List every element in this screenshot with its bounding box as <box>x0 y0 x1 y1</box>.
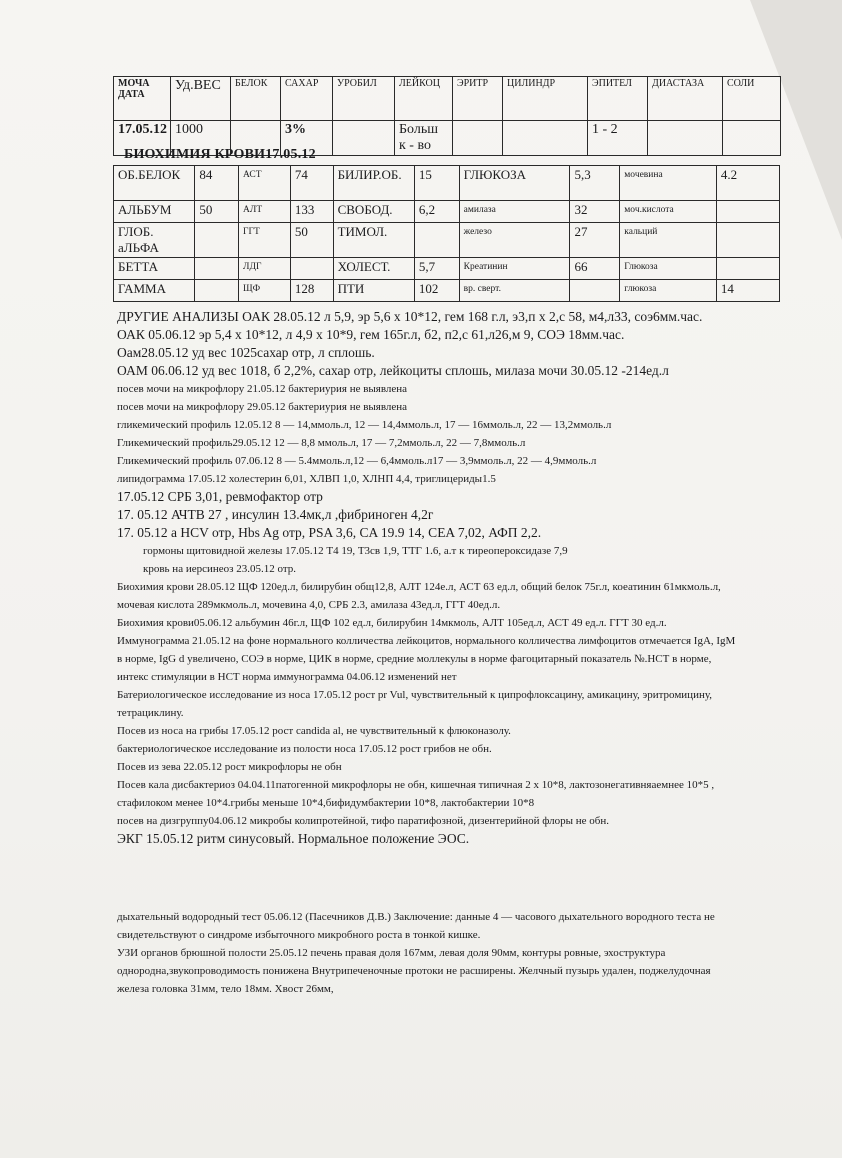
bio-cell: ГАММА <box>114 280 195 302</box>
bio-cell: 14 <box>716 280 779 302</box>
bio-cell <box>716 258 779 280</box>
text-line: посев мочи на микрофлору 29.05.12 бактериурия не выявлена <box>117 401 408 413</box>
bio-cell: кальций <box>620 223 717 258</box>
bio-cell: 50 <box>195 201 239 223</box>
urine-value <box>723 121 781 156</box>
bio-cell: АЛЬБУМ <box>114 201 195 223</box>
bio-cell: АЛТ <box>239 201 291 223</box>
bio-row <box>114 223 780 258</box>
other-tests-text <box>117 308 741 998</box>
text-line: Посев из зева 22.05.12 рост микрофлоры не обн <box>117 761 342 773</box>
text-line: Биохимия крови 28.05.12 ЩФ 120ед.л, билирубин общ12,8, АЛТ 124е.л, АСТ 63 ед.л, общий белок 75г.л, коеатинин 61мкмоль.л, мочевая кислота 289мкмоль.л, мочевина 4,0, СРБ 2.3, амилаза 43ед.л, ГГТ 40ед.л. <box>117 581 721 611</box>
bio-cell: 84 <box>195 166 239 201</box>
text-line: бактериологическое исследование из полости носа 17.05.12 рост грибов не обн. <box>117 743 492 755</box>
bio-cell: ГГТ <box>239 223 291 258</box>
text-line: посев мочи на микрофлору 21.05.12 бактериурия не выявлена <box>117 383 408 395</box>
urine-header: ЭПИТЕЛ <box>588 77 648 121</box>
text-line: ЭКГ 15.05.12 ритм синусовый. Нормальное положение ЭОС. <box>117 831 470 846</box>
bio-cell: моч.кислота <box>620 201 717 223</box>
bio-cell: ХОЛЕСТ. <box>333 258 414 280</box>
bio-cell: Глюкоза <box>620 258 717 280</box>
bio-cell: ПТИ <box>333 280 414 302</box>
text-line: ОАК 05.06.12 эр 5,4 х 10*12, л 4,9 х 10*9, гем 165г.л, б2, п2,с 61,л26,м 9, СОЭ 18мм.час. <box>117 327 625 342</box>
bio-cell <box>716 223 779 258</box>
text-line: липидограмма 17.05.12 холестерин 6,01, ХЛВП 1,0, ХЛНП 4,4, триглицериды1.5 <box>117 473 496 485</box>
urine-header: ДИАСТАЗА <box>648 77 723 121</box>
text-line: Гликемический профиль 07.06.12 8 — 5.4ммоль.л,12 — 6,4ммоль.л17 — 3,9ммоль.л, 22 — 4,9ммоль.л <box>117 455 597 467</box>
bio-cell: ГЛОБ. аЛЬФА <box>114 223 195 258</box>
urine-header: БЕЛОК <box>231 77 281 121</box>
urine-value <box>648 121 723 156</box>
bio-cell: 66 <box>570 258 620 280</box>
bio-cell: ОБ.БЕЛОК <box>114 166 195 201</box>
urine-header: САХАР <box>281 77 333 121</box>
text-line: гормоны щитовидной железы 17.05.12 Т4 19, Т3св 1,9, ТТГ 1.6, а.т к тиреопероксидазе 7,9 <box>143 545 568 557</box>
urine-value <box>503 121 588 156</box>
text-line: Биохимия крови05.06.12 альбумин 46г.л, ЩФ 102 ед.л, билирубин 14мкмоль, АЛТ 105ед.л, АСТ 49 ед.л. ГГТ 30 ед.л. <box>117 617 667 629</box>
text-line: 17. 05.12 АЧТВ 27 , инсулин 13.4мк,л ,фибриноген 4,2г <box>117 507 434 522</box>
bio-cell: 15 <box>414 166 459 201</box>
urine-header: УРОБИЛ <box>333 77 395 121</box>
text-line: ДРУГИЕ АНАЛИЗЫ ОАК 28.05.12 л 5,9, эр 5,6 х 10*12, гем 168 г.л, э3,п х 2,с 58, м4,л33, соэ6мм.час. <box>117 309 703 324</box>
bio-cell: 102 <box>414 280 459 302</box>
bio-cell: 128 <box>290 280 333 302</box>
bio-cell: 27 <box>570 223 620 258</box>
text-line: Оам28.05.12 уд вес 1025сахар отр, л сплошь. <box>117 345 375 360</box>
text-line: Посев из носа на грибы 17.05.12 рост candida al, не чувствительный к флюконазолу. <box>117 725 511 737</box>
text-line: Посев кала дисбактериоз 04.04.11патогенной микрофлоры не обн, кишечная типичная 2 х 10*8, лактозонегативняаемнее 10*5 , стафилоком менее 10*4.грибы меньше 10*4,бифидумбактерии 10*8, лактобактерии 10*8 <box>117 779 715 809</box>
urine-table <box>113 76 781 156</box>
text-line: кровь на иерсинеоз 23.05.12 отр. <box>143 563 297 575</box>
bio-cell: 5,7 <box>414 258 459 280</box>
bio-cell <box>414 223 459 258</box>
bio-cell: мочевина <box>620 166 717 201</box>
bio-cell: БЕТТА <box>114 258 195 280</box>
bio-cell: 74 <box>290 166 333 201</box>
text-line: УЗИ органов брюшной полости 25.05.12 печень правая доля 167мм, левая доля 90мм, контуры ровные, эхоструктура однородна,звукопроводимость понижена Внутрипеченочные протоки не расширены. Желчный пузырь удален, поджелудочная железа головка 31мм, тело 18мм. Хвост 26мм, <box>117 947 711 995</box>
text-line: 17.05.12 СРБ 3,01, ревмофактор отр <box>117 489 323 504</box>
urine-value <box>453 121 503 156</box>
text-line: посев на дизгруппу04.06.12 микробы колипротейной, тифо паратифозной, дизентерийной флоры не обн. <box>117 815 609 827</box>
bio-cell: 5,3 <box>570 166 620 201</box>
urine-header: ЭРИТР <box>453 77 503 121</box>
bio-cell: Креатинин <box>459 258 570 280</box>
urine-value <box>333 121 395 156</box>
text-line: Батериологическое исследование из носа 17.05.12 рост pr Vul, чувствительный к ципрофлоксацину, амикацину, эритромицину, тетрациклину. <box>117 689 712 719</box>
bio-cell: вр. сверт. <box>459 280 570 302</box>
blood-biochem-table <box>113 165 780 302</box>
text-line: гликемический профиль 12.05.12 8 — 14,ммоль.л, 12 — 14,4ммоль.л, 17 — 16ммоль.л, 22 — 13,2ммоль.л <box>117 419 612 431</box>
bio-cell: СВОБОД. <box>333 201 414 223</box>
text-line: 17. 05.12 а HCV отр, Hbs Ag отр, PSA 3,6, CA 19.9 14, CEA 7,02, АФП 2,2. <box>117 525 542 540</box>
urine-header: СОЛИ <box>723 77 781 121</box>
bio-cell: железо <box>459 223 570 258</box>
bio-cell: глюкоза <box>620 280 717 302</box>
bio-row <box>114 166 780 201</box>
bio-cell <box>195 280 239 302</box>
bio-cell: ГЛЮКОЗА <box>459 166 570 201</box>
urine-header: Уд.ВЕС <box>171 77 231 121</box>
bio-cell <box>290 258 333 280</box>
bio-cell: БИЛИР.ОБ. <box>333 166 414 201</box>
bio-cell: 32 <box>570 201 620 223</box>
text-line: ОАМ 06.06.12 уд вес 1018, б 2,2%, сахар отр, лейкоциты сплошь, милаза мочи 30.05.12 -214ед.л <box>117 363 669 378</box>
bio-cell: ЩФ <box>239 280 291 302</box>
text-line: дыхательный водородный тест 05.06.12 (Пасечников Д.В.) Заключение: данные 4 — часового дыхательного вородного теста не свидетельствуют о синдроме избыточного микробного роста в тонкой кишке. <box>117 911 715 941</box>
bio-row <box>114 280 780 302</box>
urine-value: 1 - 2 <box>588 121 648 156</box>
urine-header: ЦИЛИНДР <box>503 77 588 121</box>
urine-value: 17.05.12 <box>114 121 171 156</box>
bio-cell <box>195 258 239 280</box>
text-line: Гликемический профиль29.05.12 12 — 8,8 ммоль.л, 17 — 7,2ммоль.л, 22 — 7,8ммоль.л <box>117 437 526 449</box>
bio-cell: 6,2 <box>414 201 459 223</box>
bio-cell: АСТ <box>239 166 291 201</box>
blank-gap <box>117 848 741 908</box>
bio-cell: 4.2 <box>716 166 779 201</box>
bio-cell: ЛДГ <box>239 258 291 280</box>
bio-cell <box>195 223 239 258</box>
urine-header: ЛЕЙКОЦ <box>395 77 453 121</box>
bio-cell <box>570 280 620 302</box>
bio-cell: амилаза <box>459 201 570 223</box>
bio-cell: 50 <box>290 223 333 258</box>
urine-value: Больш к - во <box>395 121 453 156</box>
blood-biochem-title: БИОХИМИЯ КРОВИ17.05.12 <box>124 147 316 162</box>
urine-value: 3% <box>281 121 333 156</box>
bio-cell: ТИМОЛ. <box>333 223 414 258</box>
bio-cell <box>716 201 779 223</box>
bio-cell: 133 <box>290 201 333 223</box>
bio-row <box>114 258 780 280</box>
text-line: Иммунограмма 21.05.12 на фоне нормального колличества лейкоцитов, нормального колличества лимфоцитов отмечается IgA, IgM в норме, IgG d увеличено, СОЭ в норме, ЦИК в норме, средние моллекулы в норме фагоцитарный показатель №.НСТ в норме, интекс стимуляции в НСТ норма иммунограмма 04.06.12 изменений нет <box>117 635 736 683</box>
urine-header: МОЧА ДАТА <box>114 77 171 121</box>
urine-value: 1000 <box>171 121 231 156</box>
bio-row <box>114 201 780 223</box>
